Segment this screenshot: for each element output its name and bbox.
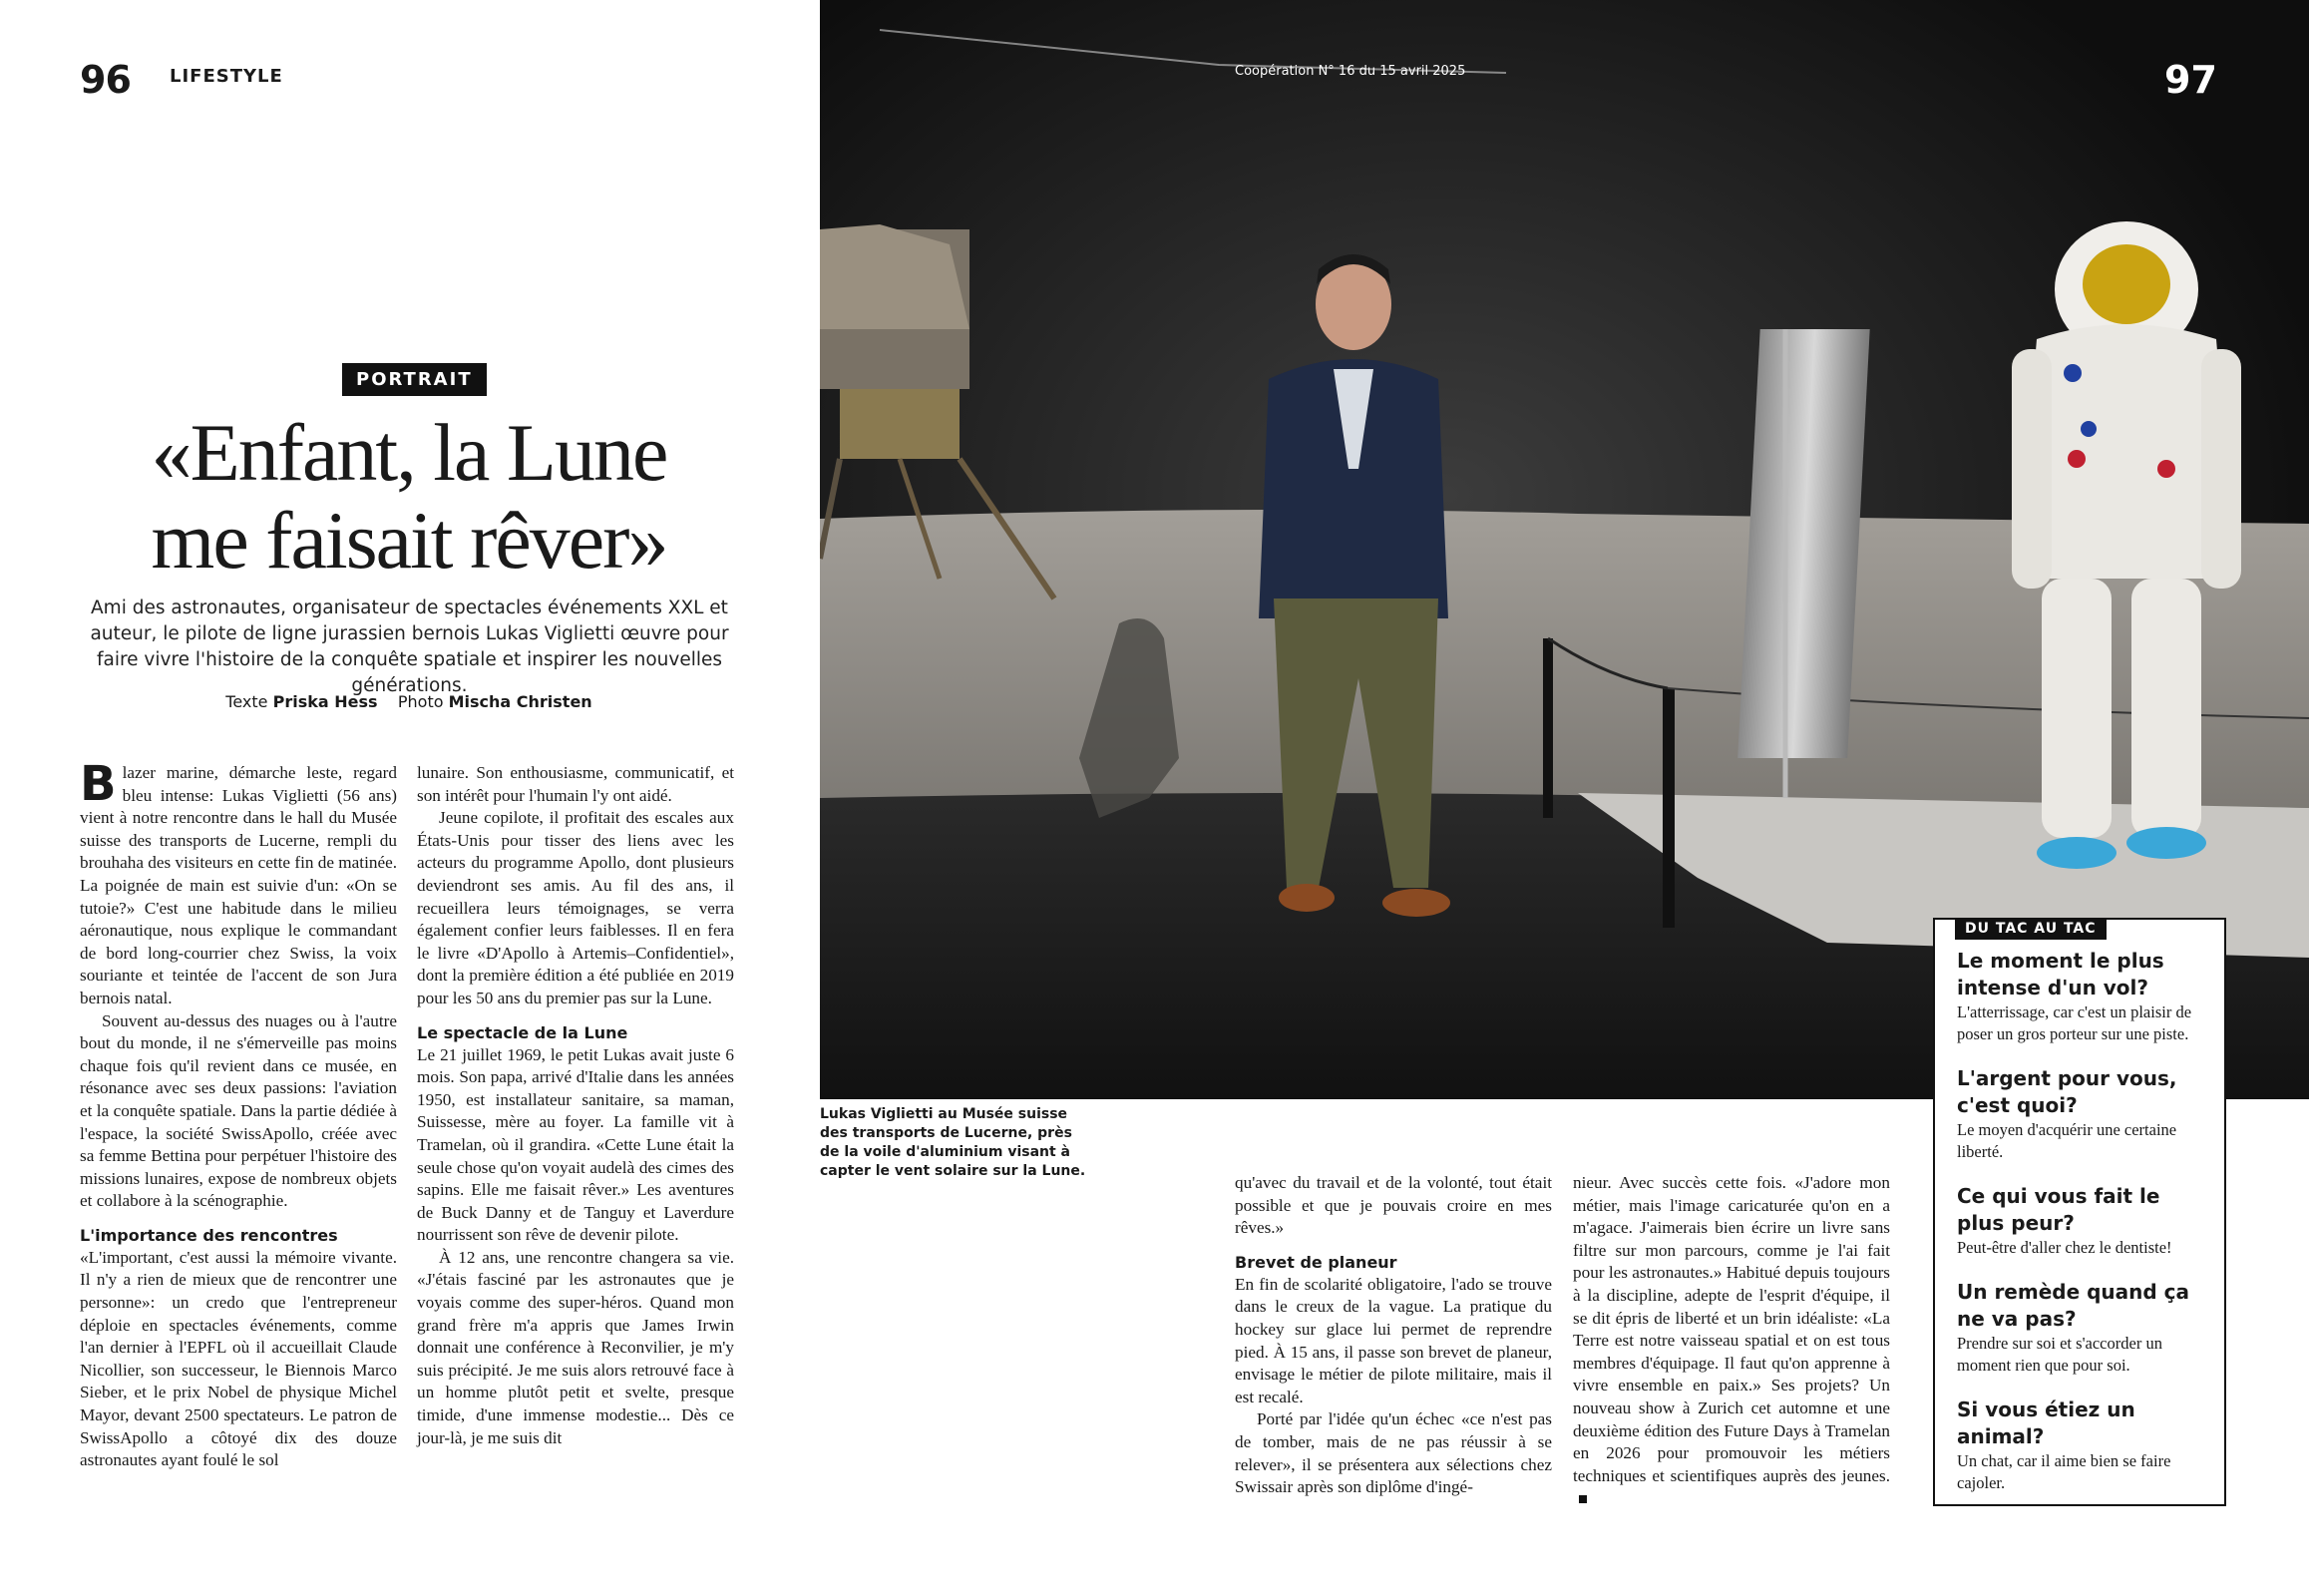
kicker-label: PORTRAIT [342,363,487,396]
dropcap: B [80,756,117,812]
publication-info: Coopération N° 16 du 15 avril 2025 [1235,64,1466,79]
article-paragraph [80,756,397,1010]
credits [80,692,738,711]
qa-question: Un remède quand ça ne va pas? [1957,1280,2190,1331]
photo-caption: Lukas Viglietti au Musée suisse des transports de Lucerne, près de la voile d'aluminium visant à capter le vent solaire sur la Lune. [820,1106,1086,1179]
qa-answer: Un chat, car il aime bien se faire cajoler. [1957,1451,2171,1492]
qa-question: L'argent pour vous, c'est quoi? [1957,1066,2177,1117]
qa-box [1933,918,2226,1506]
article-paragraph [1573,1172,1890,1510]
subheading: L'importance des rencontres [80,1225,338,1245]
qa-question: Le moment le plus intense d'un vol? [1957,949,2164,999]
article-paragraph: «L'important, c'est aussi la mémoire vivante. Il n'y a rien de mieux que de rencontrer une personne»: un credo que l'entrepreneur déploie en spectacles événements, comme l'an dernier à l'EPFL où il accueillait Claude Nicollier, son successeur, le Biennois Marco Sieber, et le prix Nobel de physique Michel Mayor, devant 2500 spectateurs. Le patron de SwissApollo a côtoyé dix des douze astronautes ayant foulé le sol [80,1247,397,1470]
qa-item [1957,1065,2202,1163]
headline-line-1: «Enfant, la Lune [151,407,667,498]
paragraph-text: lazer marine, démarche leste, regard bleu intense: Lukas Viglietti (56 ans) vient à notre rencontre dans le hall du Musée suisse des transports de Lucerne, rempli du brouhaha des visiteurs en cette fin de matinée. La poignée de main est suivie d'un: «On se tutoie?» C'est une habitude dans le milieu aéronautique, nous explique le commandant de bord long-courrier chez Swiss, la voix souriante et teintée de l'accent de son Jura bernois natal. [80,763,397,1007]
qa-item [1957,1396,2202,1494]
lede: Ami des astronautes, organisateur de spectacles événements XXL et auteur, le pilote de ligne jurassien bernois Lukas Viglietti œuvre pour faire vivre l'histoire de la conquête spatiale et inspirer les nouvelles générations. [90,598,729,696]
qa-answer: Peut-être d'aller chez le dentiste! [1957,1238,2172,1257]
qa-item [1957,1183,2202,1259]
qa-answer: Prendre sur soi et s'accorder un moment rien que pour soi. [1957,1334,2162,1375]
article-column-3 [1235,1172,1552,1499]
article-column-4 [1573,1172,1890,1510]
credit-text-label: Texte [225,692,268,711]
qa-question: Ce qui vous fait le plus peur? [1957,1184,2160,1235]
credit-text-author: Priska Hess [272,692,378,711]
qa-box-tag: DU TAC AU TAC [1955,918,2107,940]
qa-item [1957,948,2202,1045]
credit-photo-author: Mischa Christen [448,692,592,711]
section-label: LIFESTYLE [170,66,283,87]
article-paragraph: Souvent au-dessus des nuages ou à l'autre bout du monde, il ne s'émerveille pas moins chaque fois qu'il revient dans ce musée, en résonance avec ses deux passions: l'aviation et la conquête spatiale. Dans la partie dédiée à l'espace, la société SwissApollo, créée avec sa femme Bettina pour perpétuer l'histoire des missions lunaires, expose de nombreux objets et collabore à la scénographie. [80,1010,397,1211]
subheading: Le spectacle de la Lune [417,1022,628,1042]
article-paragraph: qu'avec du travail et de la volonté, tout était possible et que je pouvais croire en mes rêves.» [1235,1173,1552,1238]
article-paragraph: Porté par l'idée qu'un échec «ce n'est pas de tomber, mais de ne pas réussir à se relever», il se présentera aux sélections chez Swissair après son diplôme d'ingé- [1235,1409,1552,1497]
page-number-left: 96 [80,58,131,102]
end-mark-icon [1579,1495,1587,1503]
article-paragraph: Jeune copilote, il profitait des escales aux États-Unis pour tisser des liens avec les acteurs du programme Apollo, dont plusieurs deviendront ses amis. Au fil des ans, il recueillera leurs témoignages, se verra également confier leurs faiblesses. Il en fera le livre «D'Apollo à Artemis–Confidentiel», dont la première édition a été publiée en 2019 pour les 50 ans du premier pas sur la Lune. [417,808,734,1007]
qa-answer: L'atterrissage, car c'est un plaisir de poser un gros porteur sur une piste. [1957,1002,2192,1043]
qa-item [1957,1279,2202,1377]
headline-line-2: me faisait rêver» [151,495,667,586]
article-paragraph: En fin de scolarité obligatoire, l'ado se trouve dans le creux de la vague. La pratique du hockey sur glace lui permet de reprendre pied. À 15 ans, il passe son brevet de planeur, envisage le métier de pilote militaire, mais il est recalé. [1235,1274,1552,1406]
qa-answer: Le moyen d'acquérir une certaine liberté. [1957,1120,2177,1161]
page-number-right: 97 [2164,58,2217,102]
article-paragraph: lunaire. Son enthousiasme, communicatif, et son intérêt pour l'humain l'y ont aidé. [417,763,734,805]
article-column-1 [80,756,397,1472]
subheading: Brevet de planeur [1235,1252,1397,1272]
credit-photo-label: Photo [397,692,444,711]
article-paragraph: À 12 ans, une rencontre changera sa vie. «J'étais fasciné par les astronautes que je voyais comme des super-héros. Quand mon grand frère m'a appris que James Irwin donnait une conférence à Reconvilier, je m'y suis précipité. Je me suis alors retrouvé face à un homme plutôt petit et svelte, presque timide, d'une immense modestie... Dès ce jour-là, je me suis dit [417,1247,734,1447]
qa-question: Si vous étiez un animal? [1957,1397,2135,1448]
article-paragraph: Le 21 juillet 1969, le petit Lukas avait juste 6 mois. Son papa, arrivé d'Italie dans les années 1950, est installateur sanitaire, sa maman, Suissesse, mère au foyer. La famille vit à Tramelan, où il grandira. «Cette Lune était la seule chose qu'on voyait audelà des cimes des sapins. Elle me faisait rêver.» Les aventures de Buck Danny et de Tanguy et Laverdure nourrissent son rêve de devenir pilote. [417,1044,734,1245]
headline [60,409,758,585]
article-column-2 [417,762,734,1449]
paragraph-text: nieur. Avec succès cette fois. «J'adore mon métier, mais l'image caricaturée qu'on en a m'agace. J'aimerais bien écrire un livre sans filtre sur mon parcours, comme je l'ai fait pour les astronautes.» Habitué depuis toujours à la discipline, adepte de l'esprit d'équipe, il se dit épris de liberté et un brin idéaliste: «La Terre est notre vaisseau spatial et on est tous membres d'équipage. Il faut qu'on apprenne à vivre ensemble en paix.» Ses projets? Un nouveau show à Zurich cet automne et une deuxième édition des Future Days à Tramelan en 2026 pour promouvoir les métiers techniques et scientifiques auprès des jeunes. [1573,1173,1890,1485]
